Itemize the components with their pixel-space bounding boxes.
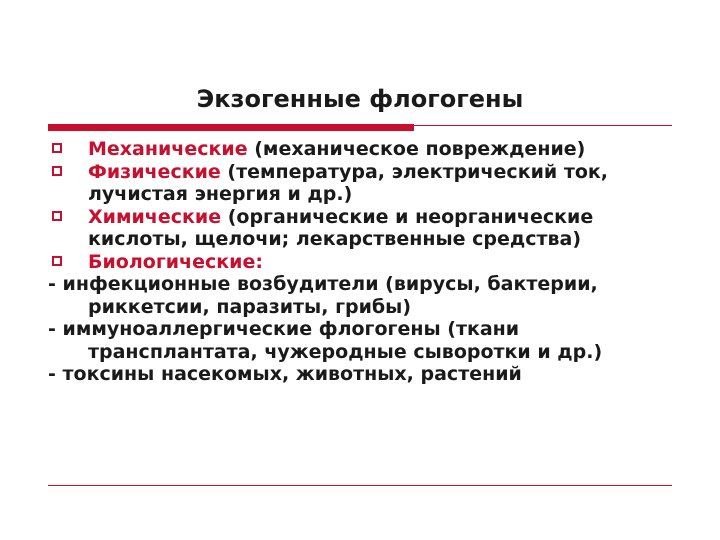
hollow-square-bullet-icon: [52, 256, 62, 266]
list-item-physical: [48, 161, 688, 206]
item-key: Механические: [88, 138, 248, 160]
hollow-square-bullet-icon: [52, 166, 62, 176]
item-key: Биологические:: [88, 250, 263, 273]
slide-body: [48, 138, 688, 386]
hollow-square-bullet-icon: [52, 211, 62, 221]
list-item-biological: [48, 251, 688, 274]
list-item-mechanical: [48, 138, 688, 161]
hollow-square-bullet-icon: [52, 143, 62, 153]
item-key: Химические: [88, 205, 222, 228]
list-item-chemical: [48, 206, 688, 251]
footer-rule: [48, 485, 672, 486]
title-underline-accent: [48, 124, 414, 131]
sub-item-toxins: - токсины насекомых, животных, растений: [48, 363, 522, 385]
sub-item-immunoallergic: - иммуноаллергические флогогены (ткани трансплантата, чужеродные сыворотки и др.): [48, 318, 603, 363]
slide-title: Экзогенные флогогены: [196, 85, 524, 113]
item-text: (органические и неорганические кислоты, щелочи; лекарственные средства): [88, 205, 594, 250]
item-text: (температура, электрический ток, лучистая энергия и др.): [88, 160, 609, 205]
item-key: Физические: [88, 160, 221, 183]
item-text: (механическое повреждение): [247, 138, 586, 160]
sub-item-infectious: - инфекционные возбудители (вирусы, бактерии, риккетсии, паразиты, грибы): [48, 273, 598, 318]
